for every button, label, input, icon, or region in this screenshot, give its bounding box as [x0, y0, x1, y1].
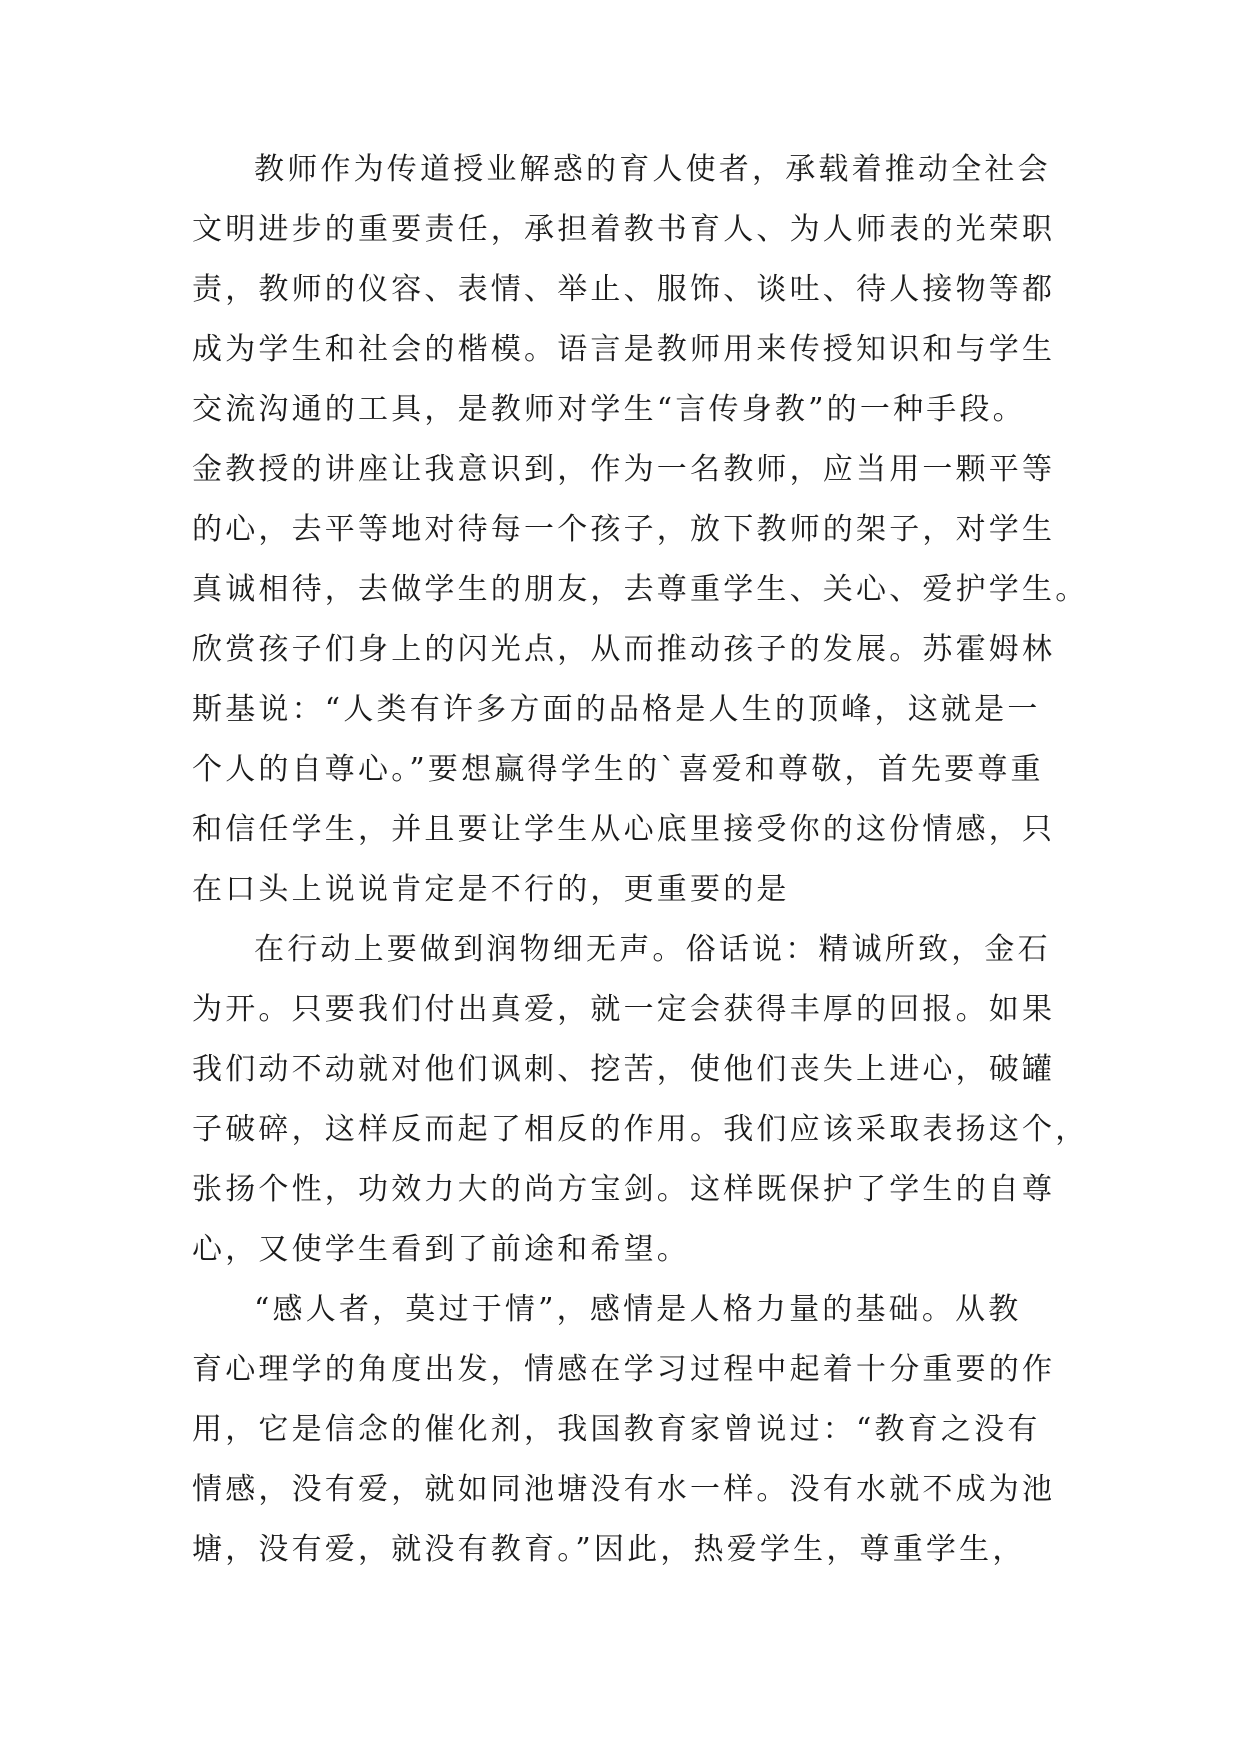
text-line: 子破碎，这样反而起了相反的作用。我们应该采取表扬这个， — [192, 1112, 1089, 1147]
text-line: 张扬个性，功效力大的尚方宝剑。这样既保护了学生的自尊 — [192, 1172, 1056, 1207]
text-line: 斯基说：“人类有许多方面的品格是人生的顶峰，这就是一 — [192, 692, 1041, 727]
text-line: 心，又使学生看到了前途和希望。 — [192, 1232, 690, 1267]
text-line: 教师作为传道授业解惑的育人使者，承载着推动全社会 — [254, 152, 1051, 187]
text-line: 文明进步的重要责任，承担着教书育人、为人师表的光荣职 — [192, 212, 1056, 247]
text-line: 金教授的讲座让我意识到，作为一名教师，应当用一颗平等 — [192, 452, 1056, 487]
text-line: 育心理学的角度出发，情感在学习过程中起着十分重要的作 — [192, 1352, 1056, 1387]
text-line: 塘，没有爱，就没有教育。”因此，热爱学生，尊重学生， — [192, 1532, 1026, 1567]
text-line: 和信任学生，并且要让学生从心底里接受你的这份情感，只 — [192, 812, 1056, 847]
text-line: 个人的自尊心。”要想赢得学生的`喜爱和尊敬，首先要尊重 — [192, 752, 1044, 787]
text-line: 在行动上要做到润物细无声。俗话说：精诚所致，金石 — [254, 932, 1051, 967]
text-line: 交流沟通的工具，是教师对学生“言传身教”的一种手段。 — [192, 392, 1026, 427]
text-line: 真诚相待，去做学生的朋友，去尊重学生、关心、爱护学生。 — [192, 572, 1089, 607]
text-line: 的心，去平等地对待每一个孩子，放下教师的架子，对学生 — [192, 512, 1056, 547]
text-line: “感人者，莫过于情”，感情是人格力量的基础。从教 — [254, 1292, 1022, 1327]
text-line: 为开。只要我们付出真爱，就一定会获得丰厚的回报。如果 — [192, 992, 1056, 1027]
text-line: 成为学生和社会的楷模。语言是教师用来传授知识和与学生 — [192, 332, 1056, 367]
text-line: 情感，没有爱，就如同池塘没有水一样。没有水就不成为池 — [192, 1472, 1056, 1507]
text-line: 我们动不动就对他们讽刺、挖苦，使他们丧失上进心，破罐 — [192, 1052, 1056, 1087]
text-line: 在口头上说说肯定是不行的，更重要的是 — [192, 872, 790, 907]
text-line: 用，它是信念的催化剂，我国教育家曾说过：“教育之没有 — [192, 1412, 1041, 1447]
text-line: 欣赏孩子们身上的闪光点，从而推动孩子的发展。苏霍姆林 — [192, 632, 1056, 667]
text-line: 责，教师的仪容、表情、举止、服饰、谈吐、待人接物等都 — [192, 272, 1056, 307]
